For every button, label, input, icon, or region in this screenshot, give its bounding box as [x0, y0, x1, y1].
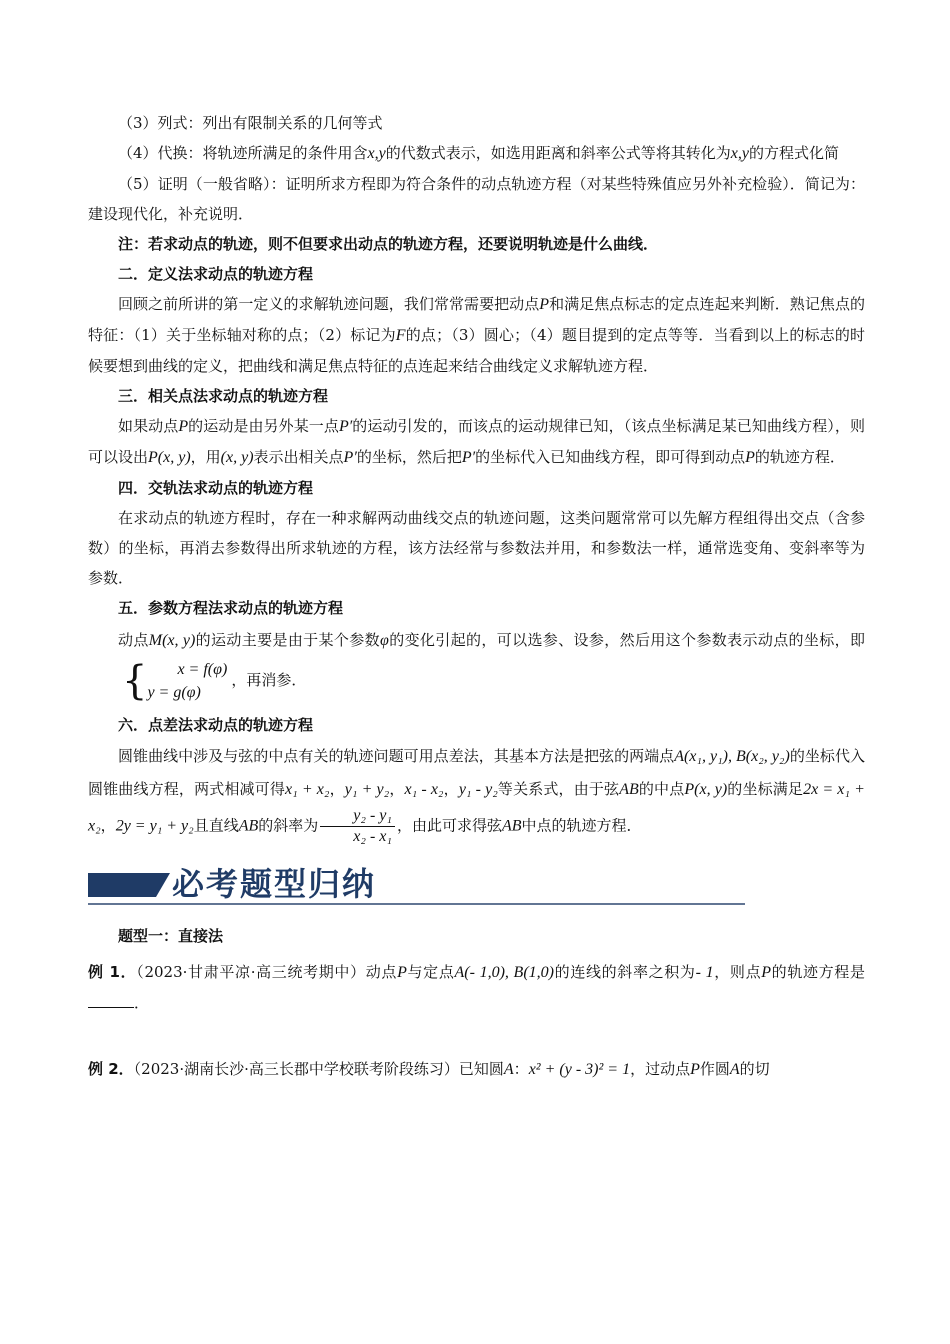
system-lines: [147, 658, 227, 704]
math-expr: x₁ + x₂: [285, 781, 330, 798]
text: 的运动主要是由于某个参数: [195, 631, 380, 649]
text: ．: [134, 994, 150, 1012]
text: 的坐标代入圆锥曲线方程，两式相减可得: [88, 747, 865, 798]
math-M: M(x, y): [148, 632, 196, 649]
math-expr: y₁ - y₂: [458, 781, 498, 798]
step-4-text-b: 的代数式表示，如选用距离和斜率公式等将其转化为: [385, 144, 731, 162]
text: 等关系式，由于弦: [497, 780, 620, 798]
example-label: 例 2．: [88, 1060, 134, 1078]
math-Pxy: P(x, y): [148, 449, 191, 466]
banner-underline: [88, 903, 745, 905]
text: ，再消参．: [231, 671, 307, 689]
text: 的变化引起的，可以选参、设参，然后用这个参数表示动点的坐标，即: [388, 631, 865, 649]
math-points: A(- 1,0), B(1,0): [454, 964, 554, 981]
text: 的斜率为: [258, 816, 319, 835]
math-AB: AB: [501, 817, 522, 835]
text: ：: [513, 1060, 529, 1078]
text: ，用: [190, 448, 221, 466]
brace-icon: {: [122, 658, 148, 704]
section-6-body: 圆锥曲线中涉及与弦的中点有关的轨迹问题可用点差法，其基本方法是把弦的两端点A(x₁, y₁), B(x₂, y₂)的坐标代入圆锥曲线方程，两式相减可得x₁ + x₂，y₁ + y₂，x₁ - x₂，y₁ - y₂等关系式，由于弦AB的中点P(x, y)的坐标满足2x = x₁ + x₂，2y = y₁ + y₂且直线AB的斜率为 $\frac{\text{y₂ - y₁}}{\text{x₂ - x₁}}$ ，由此可求得弦AB中点的轨迹方程．: [88, 747, 865, 845]
text: 圆锥曲线中涉及与弦的中点有关的轨迹问题可用点差法，其基本方法是把弦的两端点: [118, 747, 675, 765]
text: （2023·甘肃平凉·高三统考期中）动点: [136, 963, 398, 981]
text: 如果动点: [118, 417, 179, 435]
section-3-body: [88, 411, 865, 473]
section-2-title: 二．定义法求动点的轨迹方程: [118, 265, 314, 283]
math-cond-y: 2y = y₁ + y₂: [115, 817, 194, 835]
text: ，过动点: [630, 1060, 691, 1078]
banner-triangle: [156, 873, 170, 897]
text: 和满足焦点标志的定点连起来判断．熟记焦点的特征：（1）关于坐标轴对称的点；（2）标记为: [88, 295, 865, 344]
text: 作圆: [699, 1060, 730, 1078]
example-2: [88, 1054, 865, 1085]
equation-system: [92, 658, 227, 704]
text: 的坐标代入已知曲线方程，即可得到动点: [475, 448, 746, 466]
math-P: P: [745, 449, 755, 466]
math-xy: x,y: [367, 145, 386, 162]
example-label: 例 1．: [88, 963, 137, 981]
step-5: （5）证明（一般省略）：证明所求方程即为符合条件的动点轨迹方程（对某些特殊值应另外补充检验）．简记为：建设现代化，补充说明．: [88, 175, 865, 223]
math-phi: φ: [379, 632, 389, 649]
math-F: F: [395, 327, 406, 344]
math-cond-x: 2x = x₁ + x₂: [88, 781, 865, 835]
text: 的点；（3）圆心；（4）题目提到的定点等等．当看到以上的标志的时候要想到曲线的定义，把曲线和满足焦点特征的点连起来结合曲线定义求解轨迹方程．: [88, 326, 866, 375]
section-6-title: 六．点差法求动点的轨迹方程: [118, 716, 314, 734]
section-3-title: 三．相关点法求动点的轨迹方程: [118, 387, 329, 405]
math-P: P: [539, 296, 550, 313]
math-AB: AB: [619, 781, 639, 798]
step-3: （3）列式：列出有限制关系的几何等式: [118, 114, 383, 132]
banner-title: 必考题型归纳: [172, 865, 377, 903]
math-P-prime: P′: [461, 449, 476, 466]
math-Pxy: P(x, y): [684, 781, 728, 798]
text: 的轨迹方程是: [771, 963, 865, 981]
example-1: [88, 957, 865, 1018]
text: 的运动是由另外某一点: [188, 417, 339, 435]
text: 动点: [118, 631, 149, 649]
text: 与定点: [406, 963, 455, 981]
text: 回顾之前所讲的第一定义的求解轨迹问题，我们常常需要把动点: [118, 295, 540, 313]
math-endpoints: A(x₁, y₁), B(x₂, y₂): [674, 748, 790, 765]
math-A: A: [503, 1061, 514, 1078]
step-4-text-a: （4）代换：将轨迹所满足的条件用含: [118, 144, 368, 162]
section-banner: [88, 861, 865, 907]
math-xy: x,y: [730, 145, 749, 162]
fraction-numerator: y₂ - y₁: [320, 806, 395, 827]
text: 的运动引发的，而该点的运动规律已知，（该点坐标满足某已知曲线方程），则可以设出: [88, 417, 865, 466]
note: 注：若求动点的轨迹，则不但要求出动点的轨迹方程，还要说明轨迹是什么曲线．: [118, 235, 659, 253]
math-P: P: [178, 418, 189, 435]
section-4-body: 在求动点的轨迹方程时，存在一种求解两动曲线交点的轨迹问题，这类问题常常可以先解方程组得出交点（含参数）的坐标，再消去参数得出所求轨迹的方程，该方法经常与参数法并用，和参数法一样，通常选变角、变斜率等为参数．: [88, 509, 865, 587]
text: （2023·湖南长沙·高三长郡中学校联考阶段练习）已知圆: [133, 1060, 504, 1078]
answer-blank[interactable]: [88, 993, 134, 1008]
math-P: P: [761, 964, 772, 981]
math-k: - 1: [695, 964, 714, 981]
math-expr: x₁ - x₂: [404, 781, 444, 798]
text: 的轨迹方程．: [754, 448, 845, 466]
math-P: P: [690, 1061, 700, 1078]
math-P-prime: P′: [338, 418, 353, 435]
math-P-prime: P′: [343, 449, 357, 466]
text: ，则点: [713, 963, 762, 981]
text: 的连线的斜率之积为: [554, 963, 696, 981]
section-2-body: [88, 289, 865, 381]
fraction-denominator: x₂ - x₁: [353, 828, 392, 845]
text: 的坐标，然后把: [356, 448, 462, 466]
section-5-body: [88, 623, 865, 704]
text: 中点的轨迹方程．: [521, 816, 642, 835]
math-xy: (x, y): [220, 449, 254, 466]
banner-bar: [88, 873, 156, 897]
math-A: A: [729, 1061, 740, 1078]
text: 的切: [739, 1060, 770, 1078]
math-expr: y₁ + y₂: [344, 781, 390, 798]
equation-y: y = g(φ): [147, 684, 201, 701]
slope-fraction: [320, 806, 395, 847]
equation-x: x = f(φ): [177, 661, 228, 678]
math-P: P: [397, 964, 407, 981]
text: 表示出相关点: [253, 448, 344, 466]
step-4: [88, 138, 865, 169]
text: ，由此可求得弦: [396, 816, 502, 835]
question-type-1: 题型一：直接法: [118, 927, 224, 945]
document-page: [88, 108, 865, 1085]
math-AB: AB: [238, 817, 259, 835]
section-5-title: 五．参数方程法求动点的轨迹方程: [118, 599, 344, 617]
text: 的坐标满足: [727, 780, 804, 798]
step-4-text-c: 的方程式化简: [748, 144, 839, 162]
text: 且直线: [193, 816, 239, 835]
math-circle-equation: x² + (y - 3)² = 1: [528, 1061, 631, 1078]
section-4-title: 四．交轨法求动点的轨迹方程: [118, 479, 314, 497]
text: 的中点: [638, 780, 685, 798]
